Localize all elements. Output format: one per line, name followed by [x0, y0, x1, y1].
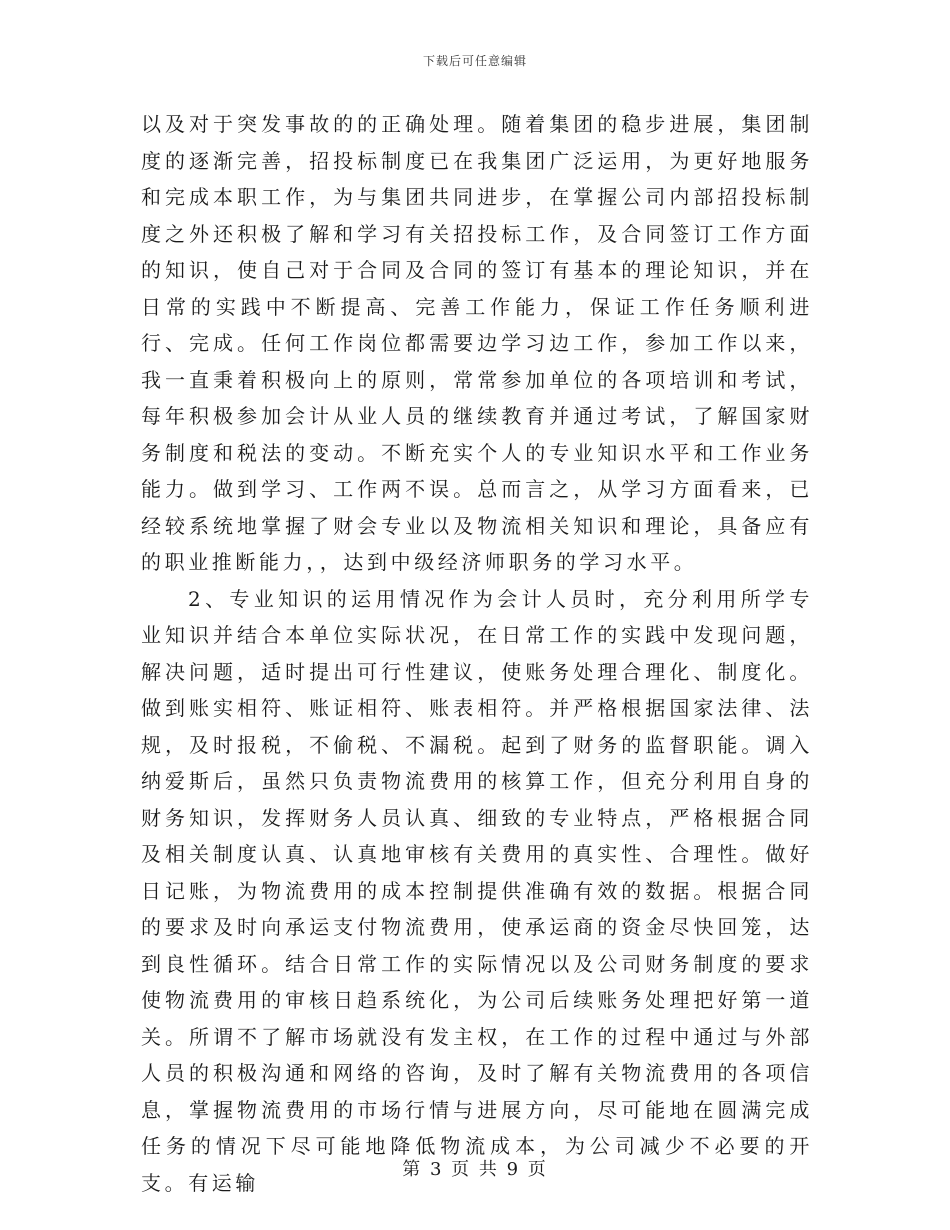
paragraph-continuation: 以及对于突发事故的的正确处理。随着集团的稳步进展，集团制度的逐渐完善，招投标制度已在我集团广泛运用，为更好地服务和完成本职工作，为与集团共同进步，在掌握公司内部招投标制度之外还积极了解和学习有关招投标工作，及合同签订工作方面的知识，使自己对于合同及合同的签订有基本的理论知识，并在日常的实践中不断提高、完善工作能力，保证工作任务顺利进行、完成。任何工作岗位都需要边学习边工作，参加工作以来，我一直秉着积极向上的原则，常常参加单位的各项培训和考试，每年积极参加会计从业人员的继续教育并通过考试，了解国家财务制度和税法的变动。不断充实个人的专业知识水平和工作业务能力。做到学习、工作两不误。总而言之，从学习方面看来，已经较系统地掌握了财会专业以及物流相关知识和理论，具备应有的职业推断能力，，达到中级经济师职务的学习水平。: [141, 112, 813, 574]
page-number: 第 3 页 共 9 页: [402, 1159, 548, 1180]
document-body: [141, 106, 813, 1201]
paragraph-professional-knowledge: 2、专业知识的运用情况作为会计人员时，充分利用所学专业知识并结合本单位实际状况，在日常工作的实践中发现问题，解决问题，适时提出可行性建议，使账务处理合理化、制度化。做到账实相符、账证相符、账表相符。并严格根据国家法律、法规，及时报税，不偷税、不漏税。起到了财务的监督职能。调入纳爱斯后，虽然只负责物流费用的核算工作，但充分利用自身的财务知识，发挥财务人员认真、细致的专业特点，严格根据合同及相关制度认真、认真地审核有关费用的真实性、合理性。做好日记账，为物流费用的成本控制提供准确有效的数据。根据合同的要求及时向承运支付物流费用，使承运商的资金尽快回笼，达到良性循环。结合日常工作的实际情况以及公司财务制度的要求使物流费用的审核日趋系统化，为公司后续账务处理把好第一道关。所谓不了解市场就没有发主权，在工作的过程中通过与外部人员的积极沟通和网络的咨询，及时了解有关物流费用的各项信息，掌握物流费用的市场行情与进展方向，尽可能地在圆满完成任务的情况下尽可能地降低物流成本，为公司减少不必要的开支。有运输: [141, 586, 813, 1195]
header-note: 下载后可任意编辑: [422, 54, 527, 68]
